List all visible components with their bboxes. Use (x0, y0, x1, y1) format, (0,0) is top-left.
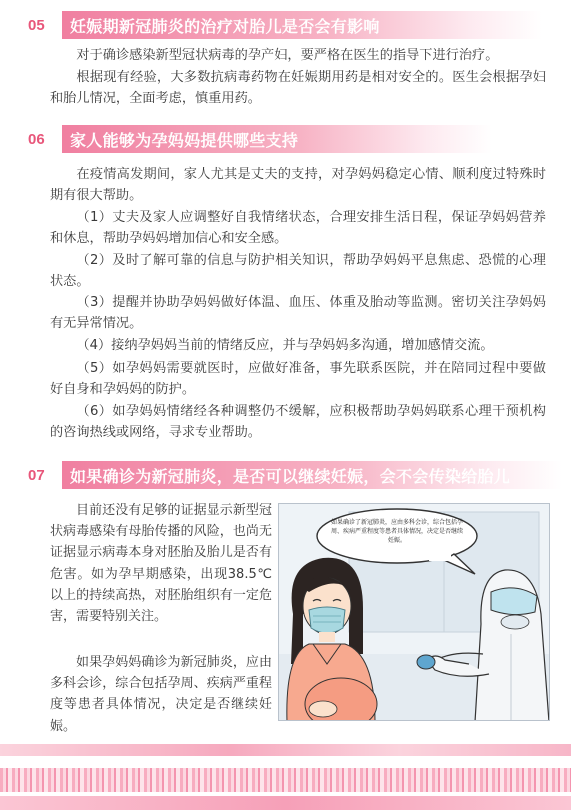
speech-bubble-text: 如果确诊了新冠肺炎，应由多科会诊，综合包括孕周、疾病严重程度等患者具体情况，决定是否继续妊娠。 (331, 519, 464, 544)
decorative-band-top (0, 744, 571, 756)
section-06-header (28, 124, 492, 154)
section-06-item-4: （4）接纳孕妈妈当前的情绪反应，并与孕妈妈多沟通，增加感情交流。 (76, 338, 494, 353)
section-06-paragraph-intro: 在疫情高发期间，家人尤其是丈夫的支持，对孕妈妈稳定心情、顺利度过特殊时期有很大帮助。 (50, 167, 546, 203)
section-06-item-2: （2）及时了解可靠的信息与防护相关知识，帮助孕妈妈平息焦虑、恐慌的心理状态。 (50, 253, 546, 289)
section-05-title: 妊娠期新冠肺炎的治疗对胎儿是否会有影响 (70, 16, 380, 36)
section-05-number: 05 (28, 16, 45, 34)
section-07-title: 如果确诊为新冠肺炎，是否可以继续妊娠，会不会传染给胎儿 (70, 466, 511, 486)
section-07-title-bar (62, 461, 562, 489)
section-06-title-bar (62, 125, 492, 153)
section-06-title: 家人能够为孕妈妈提供哪些支持 (70, 130, 299, 150)
decorative-band-middle (0, 768, 571, 792)
section-07-paragraph-2: 如果孕妈妈确诊为新冠肺炎，应由多科会诊，综合包括孕周、疾病严重程度等患者具体情况，决定是否继续妊娠。 (50, 655, 272, 734)
section-05-paragraph-1: 对于确诊感染新型冠状病毒的孕产妇，要严格在医生的指导下进行治疗。 (76, 48, 499, 63)
section-05-paragraph-2: 根据现有经验，大多数抗病毒药物在妊娠期用药是相对安全的。医生会根据孕妇和胎儿情况，全面考虑，慎重用药。 (50, 70, 546, 106)
doctor-patient-illustration (278, 503, 550, 721)
section-06-item-6: （6）如孕妈妈情绪经各种调整仍不缓解，应积极帮助孕妈妈联系心理干预机构的咨询热线或网络，寻求专业帮助。 (50, 404, 546, 440)
section-05-header (28, 10, 542, 40)
section-07-paragraph-1: 目前还没有足够的证据显示新型冠状病毒感染有母胎传播的风险，也尚无证据显示病毒本身对胚胎及胎儿是否有危害。如为孕早期感染，出现38.5℃以上的持续高热，对胚胎组织有一定危害，需要特别关注。 (50, 503, 272, 625)
section-07-header (28, 460, 562, 490)
section-06-item-1: （1）丈夫及家人应调整好自我情绪状态，合理安排生活日程，保证孕妈妈营养和休息，帮助孕妈妈增加信心和安全感。 (50, 210, 546, 246)
section-06-number: 06 (28, 130, 45, 148)
section-05-title-bar (62, 11, 542, 39)
section-06-item-3: （3）提醒并协助孕妈妈做好体温、血压、体重及胎动等监测。密切关注孕妈妈有无异常情况。 (50, 295, 546, 331)
section-06-item-5: （5）如孕妈妈需要就医时，应做好准备，事先联系医院，并在陪同过程中要做好自身和孕妈妈的防护。 (50, 361, 546, 397)
decorative-band-bottom (0, 796, 571, 810)
section-07-number: 07 (28, 466, 45, 484)
